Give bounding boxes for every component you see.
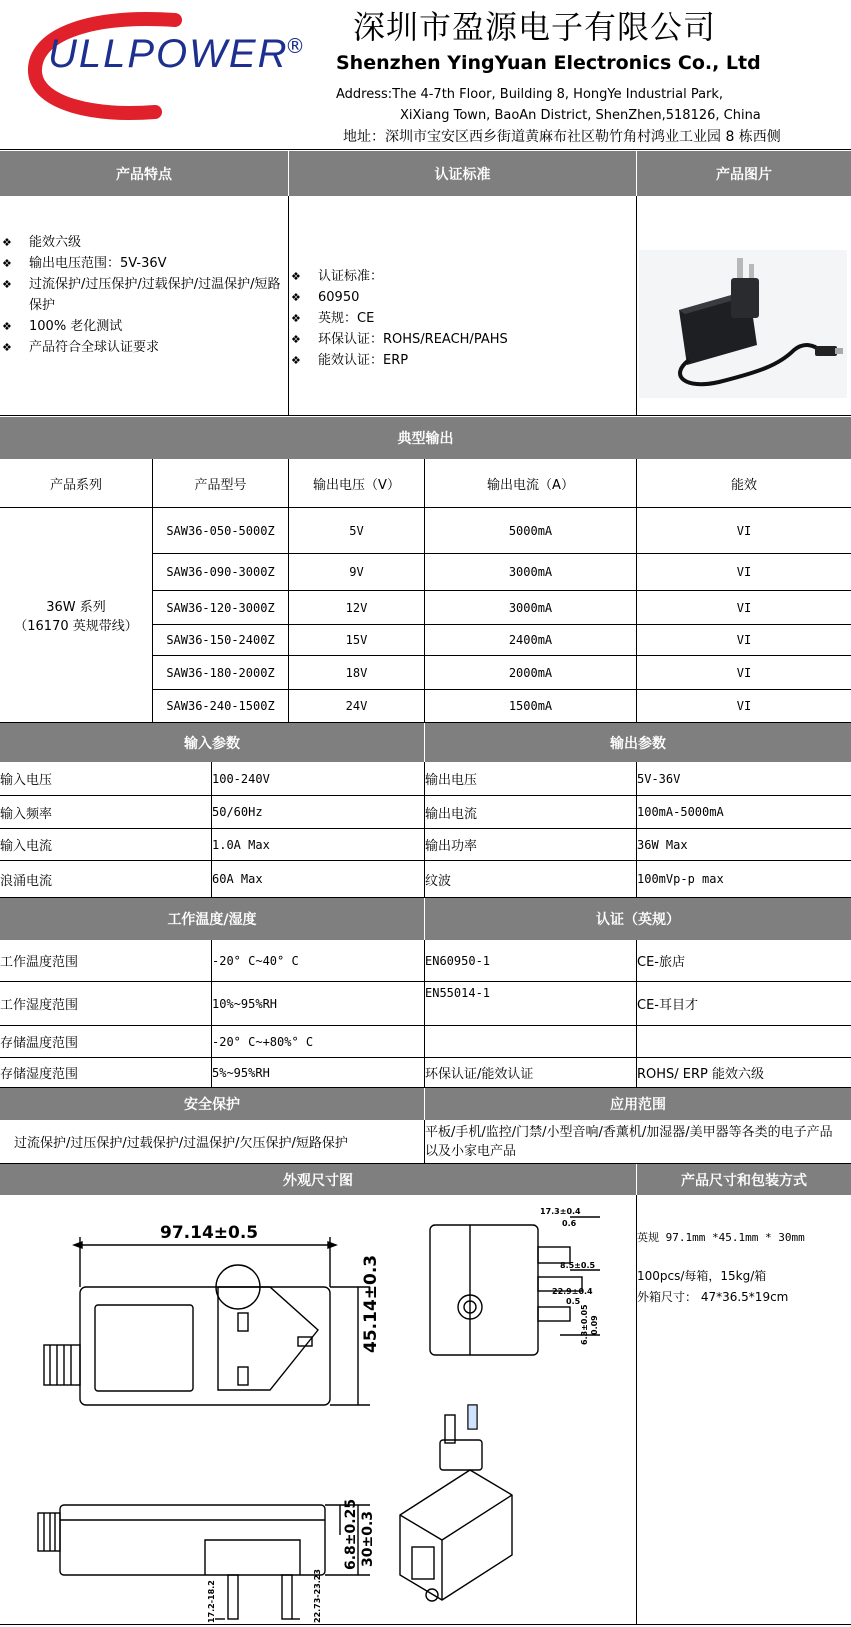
dim-side-4: 22.9±0.4 (552, 1287, 593, 1296)
feature-list (0, 232, 288, 358)
features-header: 产品特点 (0, 151, 289, 196)
dim-bottom-1: 17.2-18.2 (207, 1580, 216, 1623)
cert-standard-cell: EN60950-1 (425, 940, 637, 982)
safety-header: 安全保护 (0, 1088, 425, 1120)
param-value: 100mA-5000mA (637, 796, 851, 829)
col-header-series: 产品系列 (0, 459, 153, 508)
feature-item: ❖ 100% 老化测试 (0, 316, 288, 337)
cert-standard-cell: 环保认证/能效认证 (425, 1058, 637, 1088)
protection-text: 过流保护/过压保护/过载保护/过温保护/欠压保护/短路保护 (0, 1120, 425, 1164)
package-qty: 100pcs/每箱，15kg/箱 (637, 1269, 767, 1283)
dim-side-2: 0.6 (562, 1219, 577, 1228)
efficiency-cell: VI (637, 554, 851, 591)
cert-list-cell (289, 196, 637, 416)
dimension-drawing-icon (0, 1195, 636, 1625)
voltage-cell: 12V (289, 591, 425, 625)
model-cell: SAW36-240-1500Z (153, 690, 289, 723)
adapter-photo-icon (639, 250, 847, 398)
env-value: -20° C~40° C (212, 940, 425, 982)
dim-height-1-label: 6.8±0.25 (343, 1498, 359, 1570)
series-sub: （16170 英规带线） (14, 619, 138, 634)
company-name-cn: 深圳市盈源电子有限公司 (353, 8, 717, 46)
param-label: 输出电流 (425, 796, 637, 829)
package-cell (637, 1195, 851, 1625)
param-value: 50/60Hz (212, 796, 425, 829)
param-label: 输出功率 (425, 829, 637, 861)
env-label: 存储湿度范围 (0, 1058, 212, 1088)
feature-item: ❖ 能效六级 (0, 232, 288, 253)
cert-env: ❖ 环保认证：ROHS/REACH/PAHS (289, 329, 636, 350)
feature-item: ❖ 产品符合全球认证要求 (0, 337, 288, 358)
package-header: 产品尺寸和包装方式 (637, 1164, 851, 1195)
application-text: 平板/手机/监控/门禁/小型音响/香薰机/加湿器/美甲器等各类的电子产品以及小家电产品 (425, 1120, 851, 1164)
current-cell: 5000mA (425, 508, 637, 554)
feature-list-cell (0, 196, 289, 416)
logo-text: ULLPOWER (48, 32, 289, 76)
voltage-cell: 24V (289, 690, 425, 723)
cert-mark-cell: CE-耳目才 (637, 982, 851, 1026)
col-header-current: 输出电流（A） (425, 459, 637, 508)
series-cell (0, 508, 153, 723)
dim-side-1: 17.3±0.4 (540, 1207, 581, 1216)
dim-side-3: 8.5±0.5 (560, 1261, 596, 1270)
dimension-drawing-cell (0, 1195, 637, 1625)
input-params-header: 输入参数 (0, 723, 425, 762)
cert-header: 认证标准 (289, 151, 637, 196)
dim-width-label: 45.14±0.3 (361, 1254, 381, 1353)
current-cell: 2000mA (425, 656, 637, 690)
efficiency-cell: VI (637, 656, 851, 690)
cert-uk: ❖ 英规：CE (289, 308, 636, 329)
voltage-cell: 5V (289, 508, 425, 554)
voltage-cell: 18V (289, 656, 425, 690)
company-name-en: Shenzhen YingYuan Electronics Co., Ltd (336, 52, 761, 74)
model-cell: SAW36-150-2400Z (153, 625, 289, 656)
efficiency-cell: VI (637, 591, 851, 625)
cert-standard-cell: EN55014-1 (425, 982, 637, 1026)
dim-bottom-2: 22.73-23.23 (313, 1569, 322, 1623)
feature-item: ❖ 输出电压范围：5V-36V (0, 253, 288, 274)
param-label: 输出电压 (425, 762, 637, 796)
efficiency-cell: VI (637, 690, 851, 723)
package-carton: 外箱尺寸： 47*36.5*19cm (637, 1290, 789, 1304)
voltage-cell: 9V (289, 554, 425, 591)
output-params-header: 输出参数 (425, 723, 851, 762)
cert-mark-cell (637, 1026, 851, 1058)
param-value: 100-240V (212, 762, 425, 796)
param-value: 60A Max (212, 861, 425, 898)
application-header: 应用范围 (425, 1088, 851, 1120)
efficiency-cell: VI (637, 508, 851, 554)
param-label: 输入电压 (0, 762, 212, 796)
col-header-model: 产品型号 (153, 459, 289, 508)
env-label: 工作湿度范围 (0, 982, 212, 1026)
param-label: 纹波 (425, 861, 637, 898)
param-label: 输入频率 (0, 796, 212, 829)
model-cell: SAW36-180-2000Z (153, 656, 289, 690)
model-cell: SAW36-050-5000Z (153, 508, 289, 554)
company-header (0, 0, 851, 150)
logo-registered: ® (285, 34, 305, 58)
col-header-efficiency: 能效 (637, 459, 851, 508)
cert-uk-header: 认证（英规） (425, 898, 851, 940)
env-value: 10%~95%RH (212, 982, 425, 1026)
param-value: 5V-36V (637, 762, 851, 796)
package-size: 英规 97.1mm *45.1mm * 30mm (637, 1231, 805, 1244)
env-value: -20° C~+80%° C (212, 1026, 425, 1058)
param-value: 100mVp-p max (637, 861, 851, 898)
address-en-line2: XiXiang Town, BaoAn District, ShenZhen,518126, China (400, 108, 761, 123)
col-header-voltage: 输出电压（V） (289, 459, 425, 508)
cert-mark-cell: CE-旅店 (637, 940, 851, 982)
param-value: 1.0A Max (212, 829, 425, 861)
current-cell: 3000mA (425, 554, 637, 591)
dim-side-6: 6.3±0.05 (580, 1304, 589, 1345)
cert-efficiency: ❖ 能效认证：ERP (289, 350, 636, 371)
model-cell: SAW36-090-3000Z (153, 554, 289, 591)
dim-side-5: 0.5 (566, 1297, 581, 1306)
dim-length-label: 97.14±0.5 (160, 1223, 259, 1243)
address-cn: 地址：深圳市宝安区西乡街道黄麻布社区勒竹角村鸿业工业园 8 栋西侧 (343, 129, 781, 145)
cert-standard: ❖ 60950 (289, 287, 636, 308)
product-image-cell (637, 196, 851, 416)
series-name: 36W 系列 (46, 600, 106, 615)
model-cell: SAW36-120-3000Z (153, 591, 289, 625)
env-label: 工作温度范围 (0, 940, 212, 982)
dim-side-7: 0.09 (590, 1315, 599, 1335)
param-value: 36W Max (637, 829, 851, 861)
typical-output-header: 典型输出 (0, 417, 851, 459)
current-cell: 1500mA (425, 690, 637, 723)
feature-item: ❖ 过流保护/过压保护/过载保护/过温保护/短路保护 (0, 274, 288, 316)
voltage-cell: 15V (289, 625, 425, 656)
param-label: 输入电流 (0, 829, 212, 861)
image-header: 产品图片 (637, 151, 851, 196)
current-cell: 2400mA (425, 625, 637, 656)
dimension-drawing-header: 外观尺寸图 (0, 1164, 637, 1195)
address-en-line1: Address:The 4-7th Floor, Building 8, HongYe Industrial Park, (336, 87, 724, 102)
cert-mark-cell: ROHS/ ERP 能效六级 (637, 1058, 851, 1088)
env-label: 存储温度范围 (0, 1026, 212, 1058)
cert-standard-cell (425, 1026, 637, 1058)
dim-height-2-label: 30±0.3 (360, 1510, 376, 1567)
env-header: 工作温度/湿度 (0, 898, 425, 940)
current-cell: 3000mA (425, 591, 637, 625)
env-value: 5%~95%RH (212, 1058, 425, 1088)
param-label: 浪涌电流 (0, 861, 212, 898)
cert-label: ❖ 认证标准： (289, 266, 636, 287)
efficiency-cell: VI (637, 625, 851, 656)
